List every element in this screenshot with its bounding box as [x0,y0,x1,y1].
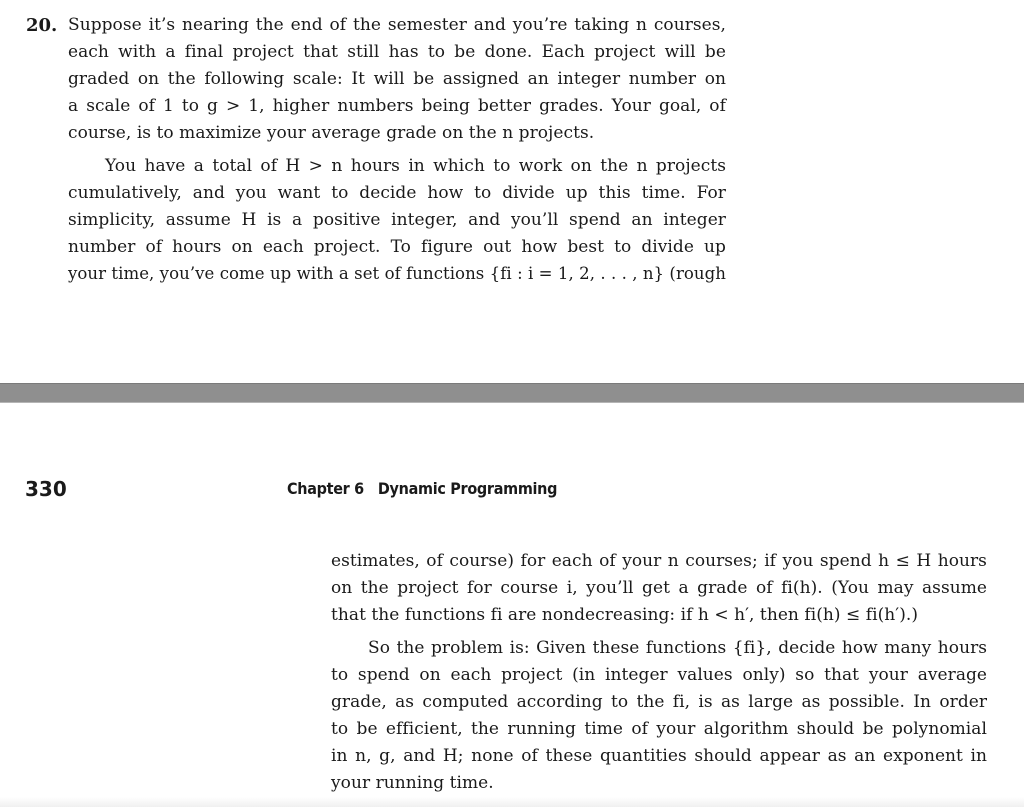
text-line: your time, you’ve come up with a set of functions {fi : i = 1, 2, . . . , n} (rough [68,264,727,284]
text-line: simplicity, assume H is a positive integer, and you’ll spend an integer [68,210,726,230]
text-line: your running time. [331,773,494,793]
text-line: number of hours on each project. To figure out how best to divide up [68,237,726,257]
text-line: on the project for course i, you’ll get a grade of fi(h). (You may assume [331,578,987,598]
chapter-label: Chapter 6 [287,479,364,498]
top-page [0,0,1024,383]
text-line: course, is to maximize your average grade on the n projects. [68,123,595,143]
text-line: to spend on each project (in integer values only) so that your average [331,665,988,685]
text-line: So the problem is: Given these functions {fi}, decide how many hours [368,638,988,658]
page-number: 330 [25,477,67,501]
text-line: a scale of 1 to g > 1, higher numbers being better grades. Your goal, of [68,96,726,116]
text-line: estimates, of course) for each of your n courses; if you spend h ≤ H hours [331,551,987,571]
text-line: to be efficient, the running time of your algorithm should be polynomial [331,719,987,739]
text-line: graded on the following scale: It will be assigned an integer number on [68,69,726,89]
page-edge-shadow [0,797,1024,807]
text-line: grade, as computed according to the fi, is as large as possible. In order [331,692,988,712]
paragraph-2 [68,153,726,288]
problem-number: 20. [26,15,58,36]
text-line: each with a final project that still has to be done. Each project will be [68,42,726,62]
text-line: You have a total of H > n hours in which to work on the n projects [105,156,726,176]
paragraph-1 [68,12,726,147]
text-line: cumulatively, and you want to decide how to divide up this time. For [68,183,726,203]
text-line: Suppose it’s nearing the end of the semester and you’re taking n courses, [68,15,726,35]
chapter-title: Dynamic Programming [377,479,558,498]
text-line: in n, g, and H; none of these quantities should appear as an exponent in [331,746,988,766]
paragraph-4 [331,635,987,797]
running-header [287,479,557,498]
paragraph-3 [331,548,987,629]
page-divider [0,383,1024,403]
text-line: that the functions fi are nondecreasing: if h < h′, then fi(h) ≤ fi(h′).) [331,605,919,625]
